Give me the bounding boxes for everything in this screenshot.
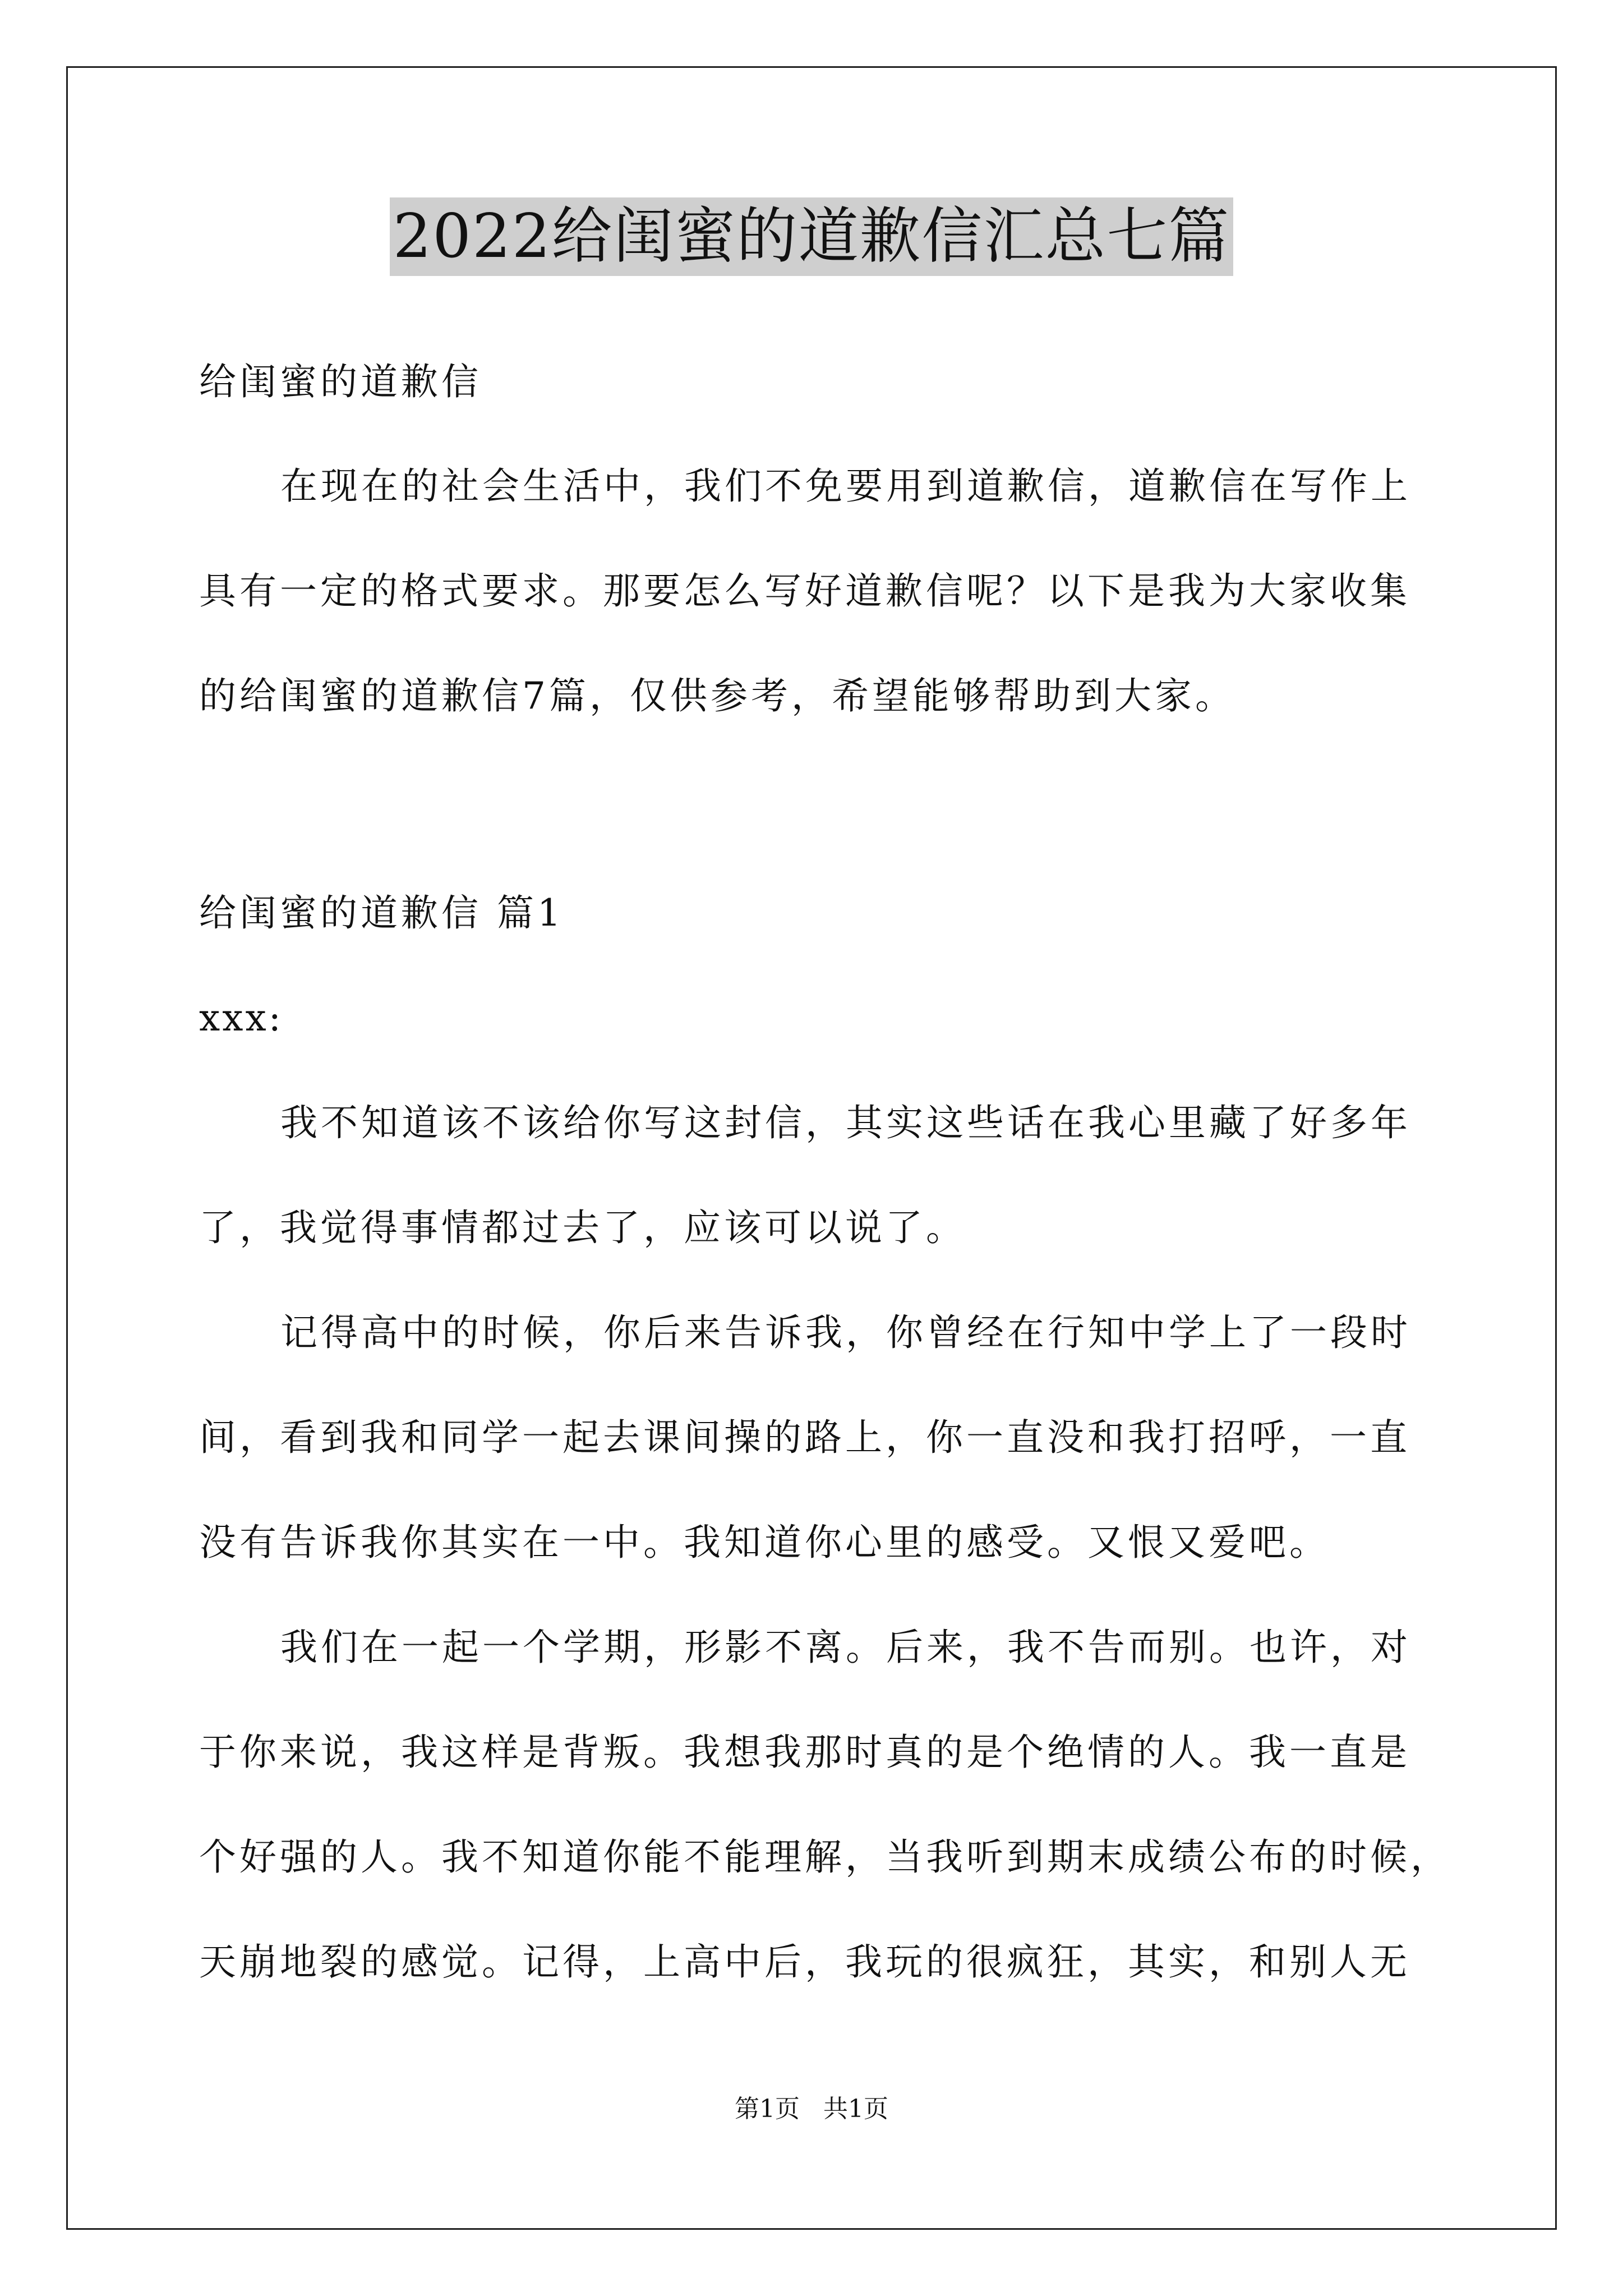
page-footer [0, 2092, 1623, 2126]
paragraph-line: 了，我觉得事情都过去了，应该可以说了。 [199, 1206, 966, 1249]
paragraph-line: 我不知道该不该给你写这封信，其实这些话在我心里藏了好多年 [280, 1101, 1411, 1144]
paragraph-line: 我们在一起一个学期，形影不离。后来，我不告而别。也许，对 [280, 1626, 1411, 1669]
paragraph-line: 天崩地裂的感觉。记得，上高中后，我玩的很疯狂，其实，和别人无 [199, 1940, 1410, 1984]
section-heading: 给闺蜜的道歉信 [199, 360, 482, 403]
paragraph-line: 没有告诉我你其实在一中。我知道你心里的感受。又恨又爱吧。 [199, 1521, 1330, 1564]
paragraph-line: 记得高中的时候，你后来告诉我，你曾经在行知中学上了一段时 [280, 1311, 1411, 1354]
paragraph-line: 的给闺蜜的道歉信7篇，仅供参考，希望能够帮助到大家。 [199, 674, 1235, 717]
title-container [0, 197, 1623, 276]
salutation: xxx: [199, 996, 283, 1039]
page-total: 共1页 [823, 2095, 888, 2123]
page-number: 第1页 [735, 2095, 800, 2123]
paragraph-line: 于你来说，我这样是背叛。我想我那时真的是个绝情的人。我一直是 [199, 1731, 1410, 1774]
paragraph-line: 在现在的社会生活中，我们不免要用到道歉信，道歉信在写作上 [280, 464, 1411, 508]
document-title: 2022给闺蜜的道歉信汇总七篇 [390, 197, 1234, 276]
letter-heading: 给闺蜜的道歉信 篇1 [199, 891, 564, 935]
paragraph-line: 具有一定的格式要求。那要怎么写好道歉信呢？以下是我为大家收集 [199, 569, 1410, 613]
paragraph-line: 个好强的人。我不知道你能不能理解，当我听到期末成绩公布的时候， [199, 1835, 1451, 1879]
paragraph-line: 间，看到我和同学一起去课间操的路上，你一直没和我打招呼，一直 [199, 1416, 1410, 1459]
